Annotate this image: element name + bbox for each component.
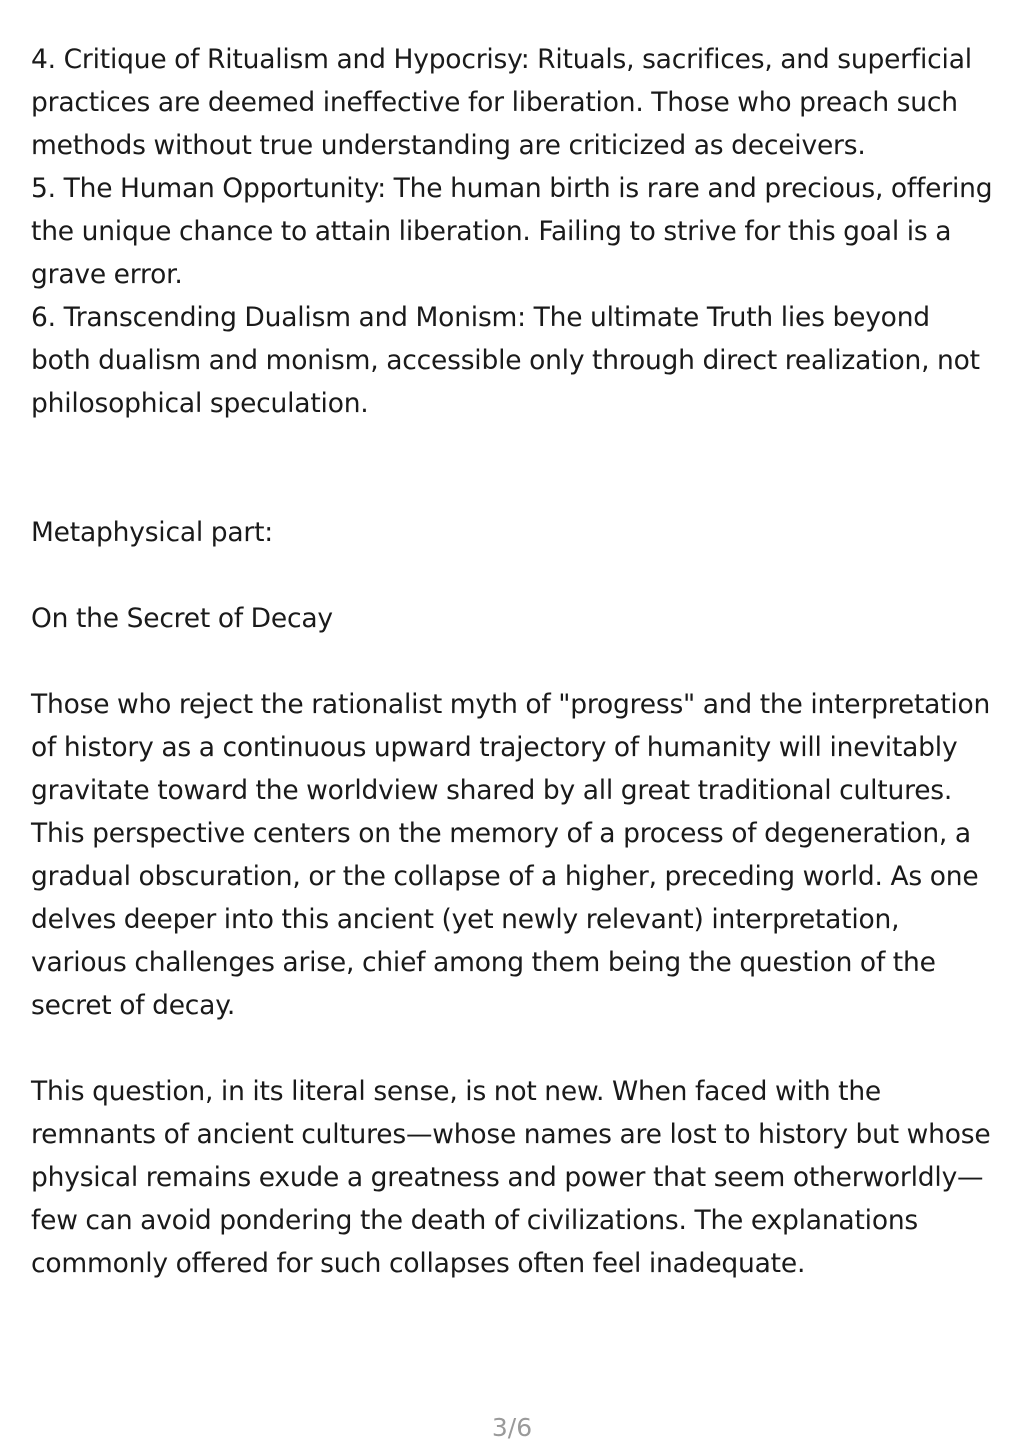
body-paragraph-2: This question, in its literal sense, is not new. When faced with the remnants of ancient cultures—whose names are lost to history but whose physical remains exude a greatness and power that seem otherworldly—few can avoid pondering the death of civilizations. The explanations commonly offered for such collapses often feel inadequate. — [31, 1076, 991, 1279]
page-number: 3/6 — [491, 1413, 533, 1442]
list-item-4: 4. Critique of Ritualism and Hypocrisy: Rituals, sacrifices, and superficial practices are deemed ineffective for liberation. Those who preach such methods without true understanding are criticized as deceivers. — [31, 44, 972, 161]
heading-spacer — [31, 554, 997, 597]
list-item-6: 6. Transcending Dualism and Monism: The ultimate Truth lies beyond both dualism and monism, accessible only through direct realization, not philosophical speculation. — [31, 302, 980, 419]
section-heading: Metaphysical part: — [31, 517, 274, 548]
document-page — [31, 38, 997, 1285]
chapter-title: On the Secret of Decay — [31, 603, 333, 634]
paragraph-spacer — [31, 1027, 997, 1070]
list-item-5: 5. The Human Opportunity: The human birth is rare and precious, offering the unique chance to attain liberation. Failing to strive for this goal is a grave error. — [31, 173, 993, 290]
title-spacer — [31, 640, 997, 683]
body-paragraph-1: Those who reject the rationalist myth of "progress" and the interpretation of history as a continuous upward trajectory of humanity will inevitably gravitate toward the worldview shared by all great traditional cultures. This perspective centers on the memory of a process of degeneration, a gradual obscuration, or the collapse of a higher, preceding world. As one delves deeper into this ancient (yet newly relevant) interpretation, various challenges arise, chief among them being the question of the secret of decay. — [31, 689, 991, 1021]
section-spacer — [31, 425, 997, 511]
